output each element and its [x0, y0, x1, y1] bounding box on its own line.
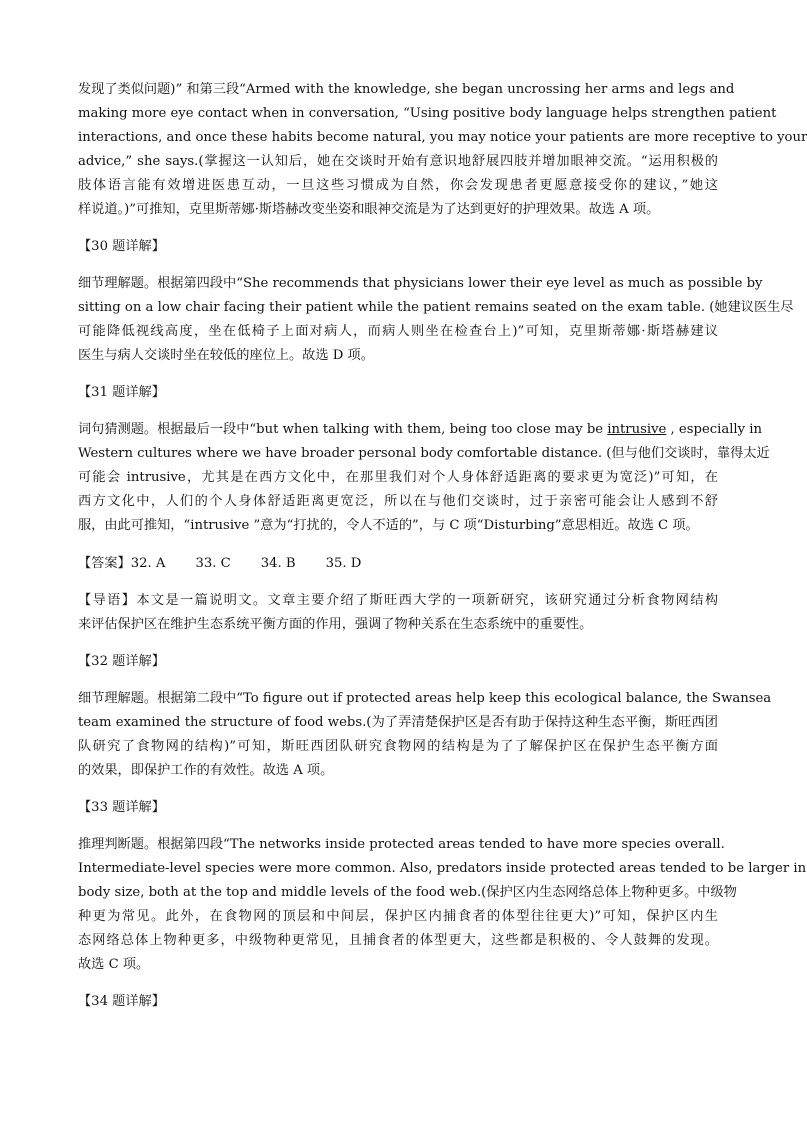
text-line: 推理判断题。根据第四段“The networks inside protected areas tended to have more species overall.: [78, 837, 725, 852]
text-line: making more eye contact when in conversation, “Using positive body language helps strengthen patient: [78, 106, 777, 121]
text-line: advice,” she says.(掌握这一认知后，她在交谈时开始有意识地舒展四肢并增加眼神交流。“运用积极的: [78, 154, 718, 169]
answer-item: 33. C: [195, 556, 231, 571]
text-line: 样说道。)”可推知，克里斯蒂娜·斯塔赫改变坐姿和眼神交流是为了达到更好的护理效果。故选 A 项。: [78, 202, 660, 217]
text-line: body size, both at the top and middle levels of the food web.(保护区内生态网络总体上物种更多。中级物: [78, 885, 737, 900]
text-line: team examined the structure of food webs.(为了弄清楚保护区是否有助于保持这种生态平衡，斯旺西团: [78, 715, 718, 730]
section-heading-q30: 【30 题详解】: [78, 239, 165, 254]
answer-item: 32. A: [130, 556, 166, 571]
section-heading-q33: 【33 题详解】: [78, 800, 165, 815]
answer-label: 【答案】: [78, 556, 131, 571]
underlined-word: intrusive: [607, 422, 667, 437]
intro-label: 【导语】: [78, 593, 137, 608]
text-line: 发现了类似问题)” 和第三段“Armed with the knowledge, she began uncrossing her arms and legs and: [78, 82, 735, 97]
text-line: 种更为常见。此外，在食物网的顶层和中间层，保护区内捕食者的体型往往更大)”可知，保护区内生: [78, 909, 718, 924]
text-line: 医生与病人交谈时坐在较低的座位上。故选 D 项。: [78, 348, 374, 363]
text-line: 态网络总体上物种更多，中级物种更常见，且捕食者的体型更大，这些都是积极的、令人鼓舞的发现。: [78, 933, 718, 948]
section-heading-q31: 【31 题详解】: [78, 385, 165, 400]
answer-item: 34. B: [260, 556, 296, 571]
text-segment: 本文是一篇说明文。文章主要介绍了斯旺西大学的一项新研究，该研究通过分析食物网结构: [136, 593, 719, 608]
text-line: sitting on a low chair facing their patient while the patient remains seated on the exam table. (她建议医生尽: [78, 300, 794, 315]
text-line: 可能会 intrusive，尤其是在西方文化中，在那里我们对个人身体舒适距离的要求更为宽泛)”可知，在: [78, 470, 718, 485]
text-line: [78, 593, 718, 609]
text-line: 西方文化中，人们的个人身体舒适距离更宽泛，所以在与他们交谈时，过于亲密可能会让人感到不舒: [78, 494, 718, 509]
text-line: 可能降低视线高度，坐在低椅子上面对病人，而病人则坐在检查台上)”可知，克里斯蒂娜·斯塔赫建议: [78, 324, 718, 339]
text-line: 故选 C 项。: [78, 957, 150, 972]
text-line: 服，由此可推知，“intrusive ”意为“打扰的，令人不适的”，与 C 项“Disturbing”意思相近。故选 C 项。: [78, 518, 699, 533]
text-line: 细节理解题。根据第二段中“To figure out if protected areas help keep this ecological balance, the Swansea: [78, 691, 772, 706]
text-line: [78, 422, 763, 438]
text-line: Intermediate-level species were more common. Also, predators inside protected areas tended to be larger in: [78, 861, 807, 876]
text-segment: 词句猜测题。根据最后一段中“but when talking with them, being too close may be: [78, 422, 608, 437]
text-line: 的效果，即保护工作的有效性。故选 A 项。: [78, 763, 334, 778]
text-line: Western cultures where we have broader personal body comfortable distance. (但与他们交谈时，靠得太近: [78, 446, 770, 461]
text-line: interactions, and once these habits become natural, you may notice your patients are more receptive to your: [78, 130, 807, 145]
text-line: 队研究了食物网的结构)”可知，斯旺西团队研究食物网的结构是为了了解保护区在保护生态平衡方面: [78, 739, 718, 754]
text-line: 肢体语言能有效增进医患互动，一旦这些习惯成为自然，你会发现患者更愿意接受你的建议，”她这: [78, 178, 718, 193]
section-heading-q32: 【32 题详解】: [78, 654, 165, 669]
text-line: 来评估保护区在维护生态系统平衡方面的作用，强调了物种关系在生态系统中的重要性。: [78, 617, 593, 632]
text-line: 细节理解题。根据第四段中“She recommends that physicians lower their eye level as much as possible by: [78, 276, 763, 291]
text-segment: , especially in: [666, 422, 763, 437]
section-heading-q34: 【34 题详解】: [78, 994, 165, 1009]
answer-line: [78, 556, 361, 572]
answer-item: 35. D: [325, 556, 362, 571]
